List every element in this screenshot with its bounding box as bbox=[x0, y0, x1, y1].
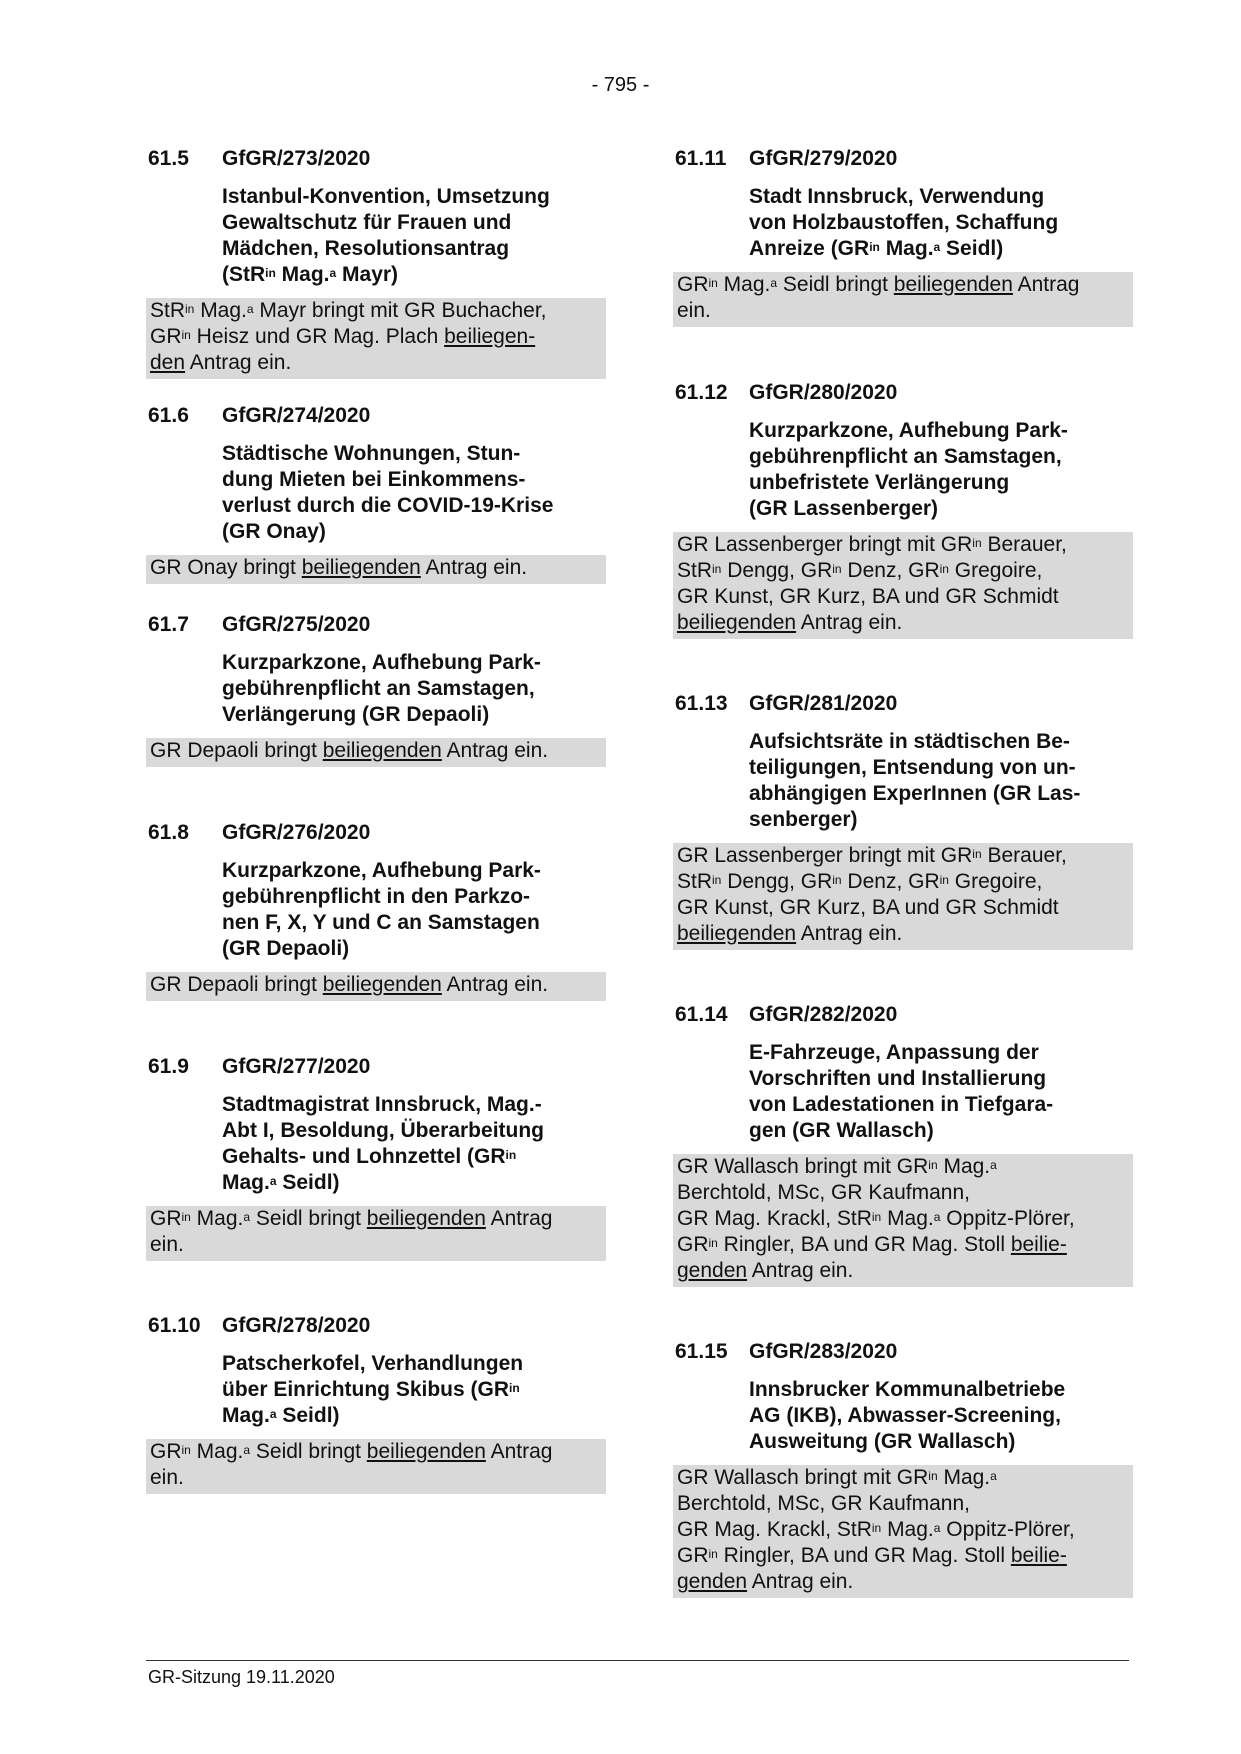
underlined-word: beiliegenden bbox=[322, 739, 442, 762]
agenda-item-61-5 bbox=[146, 146, 606, 379]
motion-text: StR$^{in}$ Mag.$^a$ Mayr bringt mit GR Buchacher, $GR^{in}$ Heisz und GR Mag. Plach beiliegen- den Antrag ein. bbox=[146, 298, 606, 379]
motion-text: GR Depaoli bringt beiliegenden Antrag ein. bbox=[146, 738, 606, 767]
item-heading bbox=[673, 1002, 1133, 1028]
footer-session-date: GR-Sitzung 19.11.2020 bbox=[148, 1667, 335, 1687]
underlined-word: beilie- bbox=[1010, 1544, 1067, 1567]
item-title: Kurzparkzone, Aufhebung Park- gebührenpflicht in den Parkzo- nen F, X, Y und C an Samstagen (GR Depaoli) bbox=[222, 859, 541, 960]
item-reference: GfGR/282/2020 bbox=[749, 1003, 898, 1026]
underlined-word: beiliegenden bbox=[322, 973, 442, 996]
item-reference: GfGR/279/2020 bbox=[749, 147, 898, 170]
agenda-item-61-6 bbox=[146, 403, 606, 584]
item-number: 61.12 bbox=[675, 381, 728, 404]
underlined-word: den bbox=[150, 351, 186, 374]
motion-text: $GR^{in}$ Mag.$^a$ Seidl bringt beiliegenden Antrag ein. bbox=[146, 1439, 606, 1494]
item-heading bbox=[673, 380, 1133, 406]
agenda-item-61-13 bbox=[673, 691, 1133, 950]
item-reference: GfGR/276/2020 bbox=[222, 821, 371, 844]
item-heading bbox=[673, 146, 1133, 172]
item-number: 61.8 bbox=[148, 821, 189, 844]
agenda-item-61-8 bbox=[146, 820, 606, 1001]
underlined-word: beiliegenden bbox=[301, 556, 421, 579]
item-heading bbox=[673, 1339, 1133, 1365]
underlined-word: beiliegenden bbox=[893, 273, 1013, 296]
item-title: Innsbrucker Kommunalbetriebe AG (IKB), Abwasser-Screening, Ausweitung (GR Wallasch) bbox=[749, 1378, 1066, 1453]
motion-text: GR Wallasch bringt mit $GR^{in}$ Mag.$^a$ Berchtold, MSc, GR Kaufmann, GR Mag. Krackl, StR$^{in}$ Mag.$^a$ Oppitz-Plörer, $GR^{in}$ Ringler, BA und GR Mag. Stoll beilie- genden Antrag ein. bbox=[673, 1154, 1133, 1287]
item-number: 61.7 bbox=[148, 613, 189, 636]
motion-text: $GR^{in}$ Mag.$^a$ Seidl bringt beiliegenden Antrag ein. bbox=[146, 1206, 606, 1261]
item-number: 61.13 bbox=[675, 692, 728, 715]
underlined-word: beiliegen- bbox=[444, 325, 536, 348]
motion-text: GR Onay bringt beiliegenden Antrag ein. bbox=[146, 555, 606, 584]
underlined-word: genden bbox=[677, 1570, 748, 1593]
motion-text: GR Lassenberger bringt mit $GR^{in}$ Berauer, StR$^{in}$ Dengg, $GR^{in}$ Denz, $GR^{in}$ Gregoire, GR Kunst, GR Kurz, BA und GR Schmidt beiliegenden Antrag ein. bbox=[673, 843, 1133, 950]
item-number: 61.5 bbox=[148, 147, 189, 170]
item-heading bbox=[673, 691, 1133, 717]
item-reference: GfGR/277/2020 bbox=[222, 1055, 371, 1078]
footer-divider bbox=[146, 1660, 1129, 1661]
underlined-word: beiliegenden bbox=[366, 1440, 486, 1463]
item-title: E-Fahrzeuge, Anpassung der Vorschriften und Installierung von Ladestationen in Tiefgara- gen (GR Wallasch) bbox=[749, 1041, 1054, 1142]
item-number: 61.10 bbox=[148, 1314, 201, 1337]
item-title: Kurzparkzone, Aufhebung Park- gebührenpflicht an Samstagen, unbefristete Verlängerung (GR Lassenberger) bbox=[749, 419, 1068, 520]
agenda-item-61-15 bbox=[673, 1339, 1133, 1598]
item-heading bbox=[146, 1313, 606, 1339]
item-heading bbox=[146, 612, 606, 638]
underlined-word: beiliegenden bbox=[677, 611, 797, 634]
underlined-word: genden bbox=[677, 1259, 748, 1282]
item-heading bbox=[146, 1054, 606, 1080]
motion-text: $GR^{in}$ Mag.$^a$ Seidl bringt beiliegenden Antrag ein. bbox=[673, 272, 1133, 327]
agenda-item-61-14 bbox=[673, 1002, 1133, 1287]
item-title: Stadt Innsbruck, Verwendung von Holzbaustoffen, Schaffung Anreize ($GR^{in}$ Mag.$^a$ Seidl) bbox=[749, 185, 1059, 260]
item-title: Aufsichtsräte in städtischen Be- teiligungen, Entsendung von un- abhängigen ExperInnen (GR Las- senberger) bbox=[749, 730, 1081, 831]
item-reference: GfGR/281/2020 bbox=[749, 692, 898, 715]
motion-text: GR Wallasch bringt mit $GR^{in}$ Mag.$^a$ Berchtold, MSc, GR Kaufmann, GR Mag. Krackl, StR$^{in}$ Mag.$^a$ Oppitz-Plörer, $GR^{in}$ Ringler, BA und GR Mag. Stoll beilie- genden Antrag ein. bbox=[673, 1465, 1133, 1598]
item-reference: GfGR/283/2020 bbox=[749, 1340, 898, 1363]
item-reference: GfGR/280/2020 bbox=[749, 381, 898, 404]
item-title: Istanbul-Konvention, Umsetzung Gewaltschutz für Frauen und Mädchen, Resolutionsantrag (StR$^{in}$ Mag.$^a$ Mayr) bbox=[222, 185, 550, 286]
motion-text: GR Depaoli bringt beiliegenden Antrag ein. bbox=[146, 972, 606, 1001]
item-reference: GfGR/274/2020 bbox=[222, 404, 371, 427]
item-title: Patscherkofel, Verhandlungen über Einrichtung Skibus ($GR^{in}$ Mag.$^a$ Seidl) bbox=[222, 1352, 524, 1427]
item-number: 61.15 bbox=[675, 1340, 728, 1363]
underlined-word: beiliegenden bbox=[366, 1207, 486, 1230]
item-reference: GfGR/275/2020 bbox=[222, 613, 371, 636]
agenda-item-61-10 bbox=[146, 1313, 606, 1494]
item-heading bbox=[146, 820, 606, 846]
agenda-item-61-11 bbox=[673, 146, 1133, 327]
item-title: Städtische Wohnungen, Stun- dung Mieten bei Einkommens- verlust durch die COVID-19-Krise (GR Onay) bbox=[222, 442, 554, 543]
underlined-word: beilie- bbox=[1010, 1233, 1067, 1256]
agenda-item-61-12 bbox=[673, 380, 1133, 639]
item-heading bbox=[146, 403, 606, 429]
agenda-item-61-9 bbox=[146, 1054, 606, 1261]
item-heading bbox=[146, 146, 606, 172]
item-reference: GfGR/278/2020 bbox=[222, 1314, 371, 1337]
item-number: 61.11 bbox=[675, 147, 727, 170]
item-title: Kurzparkzone, Aufhebung Park- gebührenpflicht an Samstagen, Verlängerung (GR Depaoli) bbox=[222, 651, 541, 726]
page-number: - 795 - bbox=[591, 74, 650, 96]
item-number: 61.9 bbox=[148, 1055, 189, 1078]
underlined-word: beiliegenden bbox=[677, 922, 797, 945]
agenda-item-61-7 bbox=[146, 612, 606, 767]
item-number: 61.14 bbox=[675, 1003, 728, 1026]
item-title: Stadtmagistrat Innsbruck, Mag.- Abt I, Besoldung, Überarbeitung Gehalts- und Lohnzettel ($GR^{in}$ Mag.$^a$ Seidl) bbox=[222, 1093, 545, 1194]
item-reference: GfGR/273/2020 bbox=[222, 147, 371, 170]
motion-text: GR Lassenberger bringt mit $GR^{in}$ Berauer, StR$^{in}$ Dengg, $GR^{in}$ Denz, $GR^{in}$ Gregoire, GR Kunst, GR Kurz, BA und GR Schmidt beiliegenden Antrag ein. bbox=[673, 532, 1133, 639]
item-number: 61.6 bbox=[148, 404, 189, 427]
